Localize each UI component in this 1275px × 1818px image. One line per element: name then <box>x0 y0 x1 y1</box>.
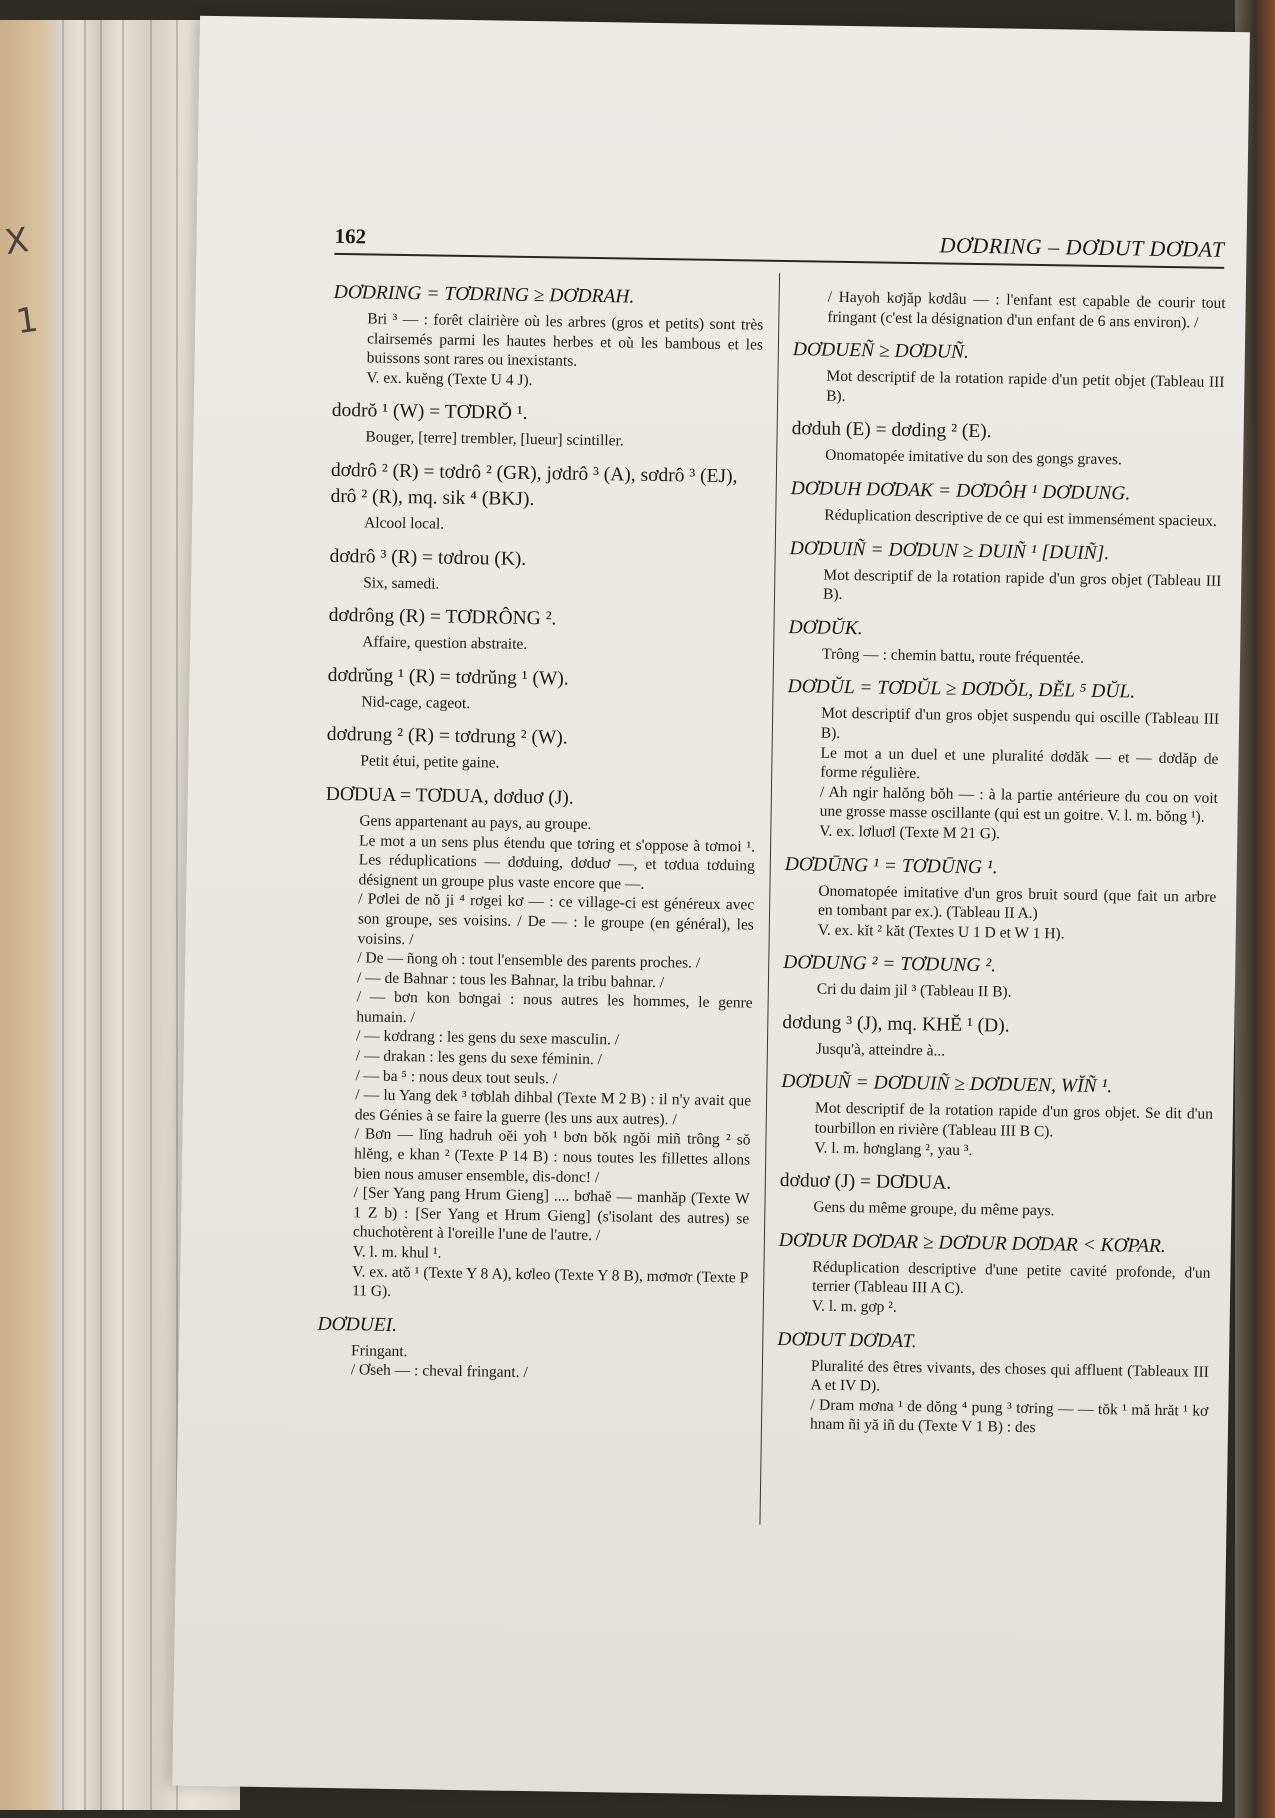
entry-line: Six, samedi. <box>363 573 440 593</box>
entry-line: / [Ser Yang pang Hrum Gieng] .... bơhaĕ — manhăp (Texte W 1 Z b) : [Ser Yang et Hrum Gieng] (s'isolant des autres) se chuchotèrent à l'oreille l'une de l'autre. / <box>352 1184 750 1245</box>
entry-body <box>327 692 757 718</box>
entry-body <box>317 1341 748 1387</box>
entry-headword: dơdrung ² (R) = tơdrung ² (W). <box>326 724 568 749</box>
dictionary-entry <box>331 398 762 453</box>
entry-line: Bri ³ — : forêt clairière où les arbres (gros et petits) sont très clairsemés parmi les hautes herbes et où les bambous et les buissons sont rares ou inexistants. <box>366 310 764 370</box>
entry-headword: DƠDRING = TƠDRING ≥ DƠDRAH. <box>333 281 635 308</box>
entry-line: Petit étui, petite gaine. <box>360 752 500 772</box>
entry-body <box>790 505 1222 531</box>
entry-line: Trông — : chemin battu, route fréquentée. <box>821 645 1085 667</box>
right-column <box>776 287 1226 1452</box>
dictionary-entry <box>782 1010 1215 1065</box>
entry-line: V. l. m. gơp ². <box>811 1297 897 1316</box>
entry-line: Bouger, [terre] trembler, [lueur] scintiller. <box>365 428 624 450</box>
dictionary-page <box>172 16 1250 1802</box>
entry-line: / — de Bahnar : tous les Bahnar, la tribu bahnar. / <box>356 969 665 991</box>
entry-headword: dơdrô ³ (R) = tơdrou (K). <box>329 545 527 570</box>
entry-line: Fringant. <box>350 1342 408 1360</box>
entry-line: / Dram mơna ¹ de dŏng ⁴ pung ³ tơring — — tŏk ¹ mă hrăt ¹ kơ hnam ñi yă iñ du (Texte V 1 B) : des <box>809 1396 1209 1437</box>
dictionary-entry <box>783 950 1216 1005</box>
entry-line: / — drakan : les gens du sexe féminin. / <box>355 1047 603 1069</box>
entry-body <box>785 703 1219 847</box>
entry-headword: dơdrŭng ¹ (R) = tơdrŭng ¹ (W). <box>327 664 569 690</box>
entry-line: V. l. m. hơnglang ², yau ³. <box>814 1139 973 1159</box>
dictionary-entry <box>784 852 1217 947</box>
entry-headword: dơdrông (R) = TƠDRÔNG ². <box>328 605 557 630</box>
page-number: 162 <box>334 223 367 249</box>
entry-line: Mot descriptif de la rotation rapide d'un gros objet. Se dit d'un tourbillon en rivière (Tableau III B C). <box>814 1100 1214 1141</box>
entry-body <box>789 565 1222 611</box>
entry-body <box>778 1257 1211 1323</box>
dictionary-entry <box>779 1168 1212 1223</box>
entry-body <box>780 1098 1213 1164</box>
entry-line: Gens du même groupe, du même pays. <box>813 1198 1055 1220</box>
entry-line: / — bơn kon bơngai : nous autres les hommes, le genre humain. / <box>356 988 753 1027</box>
running-head: DƠDRING – DƠDUT DƠDAT <box>939 232 1225 262</box>
entry-body <box>329 572 759 598</box>
dictionary-entry <box>792 337 1225 412</box>
dictionary-entry <box>326 722 757 777</box>
page-header <box>334 213 1225 269</box>
entry-line: / Ơseh — : cheval fringant. / <box>350 1361 528 1382</box>
entry-headword: DƠDUT DƠDAT. <box>777 1328 917 1352</box>
entry-line: / Bơn — lĭng hadruh oĕi yoh ¹ bơn bŏk ngŏi miñ trông ² sŏ hlĕng, e khan ² (Texte P 14 B) : nous toutes les fillettes allons bien nous amuser ensemble, dis-donc! / <box>353 1125 751 1186</box>
entry-headword: DƠDUA = TƠDUA, dơduơ (J). <box>325 783 574 809</box>
entry-headword: dơduh (E) = dơding ² (E). <box>791 418 992 443</box>
entry-body <box>331 427 761 453</box>
entry-body <box>788 644 1220 670</box>
dictionary-entry <box>791 416 1224 471</box>
entry-headword: DƠDUEI. <box>317 1313 398 1336</box>
entry-body <box>792 366 1225 412</box>
entry-headword: dơdrô ² (R) = tơdrô ² (GR), jơdrô ³ (A), sơdrô ³ (EJ), drô ² (R), mq. sik ⁴ (BKJ). <box>330 459 738 511</box>
dictionary-entry <box>785 674 1220 847</box>
entry-line: / De — ñong oh : tout l'ensemble des parents proches. / <box>357 949 701 972</box>
entry-line: V. l. m. khul ¹. <box>352 1243 442 1262</box>
dictionary-entry <box>317 1312 748 1387</box>
entry-line: V. ex. kuĕng (Texte U 4 J). <box>366 369 533 389</box>
entry-headword: DƠDŬK. <box>788 616 863 639</box>
dictionary-entry <box>332 280 764 394</box>
dictionary-entry <box>789 536 1222 611</box>
entry-headword: DƠDŪNG ¹ = TƠDŪNG ¹. <box>784 853 998 878</box>
entry-body <box>332 309 763 394</box>
entry-body <box>782 1039 1214 1065</box>
entry-line: V. ex. lơluơl (Texte M 21 G). <box>819 822 1001 843</box>
entry-line: / — kơdrang : les gens du sexe masculin. / <box>355 1027 620 1049</box>
dictionary-entry <box>780 1069 1213 1164</box>
entry-line: Pluralité des êtres vivants, des choses qui affluent (Tableaux III A et IV D). <box>810 1357 1210 1395</box>
entry-line: Nid-cage, cageot. <box>361 693 471 712</box>
dictionary-entry <box>328 603 759 658</box>
dictionary-entry <box>330 458 761 539</box>
entry-line: Onomatopée imitative du son des gongs graves. <box>825 447 1122 469</box>
entry-headword: dơdung ³ (J), mq. KHĔ ¹ (D). <box>782 1011 1010 1037</box>
dictionary-entry <box>776 1327 1210 1441</box>
entry-line: Alcool local. <box>363 514 445 533</box>
entry-headword: DƠDŬL = TƠDŬL ≥ DƠDŎL, DĔL ⁵ DŬL. <box>787 676 1136 703</box>
entry-headword: DƠDUÑ = DƠDUIÑ ≥ DƠDUEN, WĬÑ ¹. <box>781 1071 1113 1098</box>
entry-headword: DƠDUR DƠDAR ≥ DƠDUR DƠDAR < KƠPAR. <box>778 1229 1166 1257</box>
entry-line: V. ex. kĭt ² kăt (Textes U 1 D et W 1 H). <box>817 921 1065 943</box>
entry-line: Gens appartenant au pays, au groupe. <box>359 812 592 833</box>
entry-headword: DƠDUNG ² = TƠDUNG ². <box>783 952 997 977</box>
handwritten-mark: X 1 <box>2 220 41 343</box>
dictionary-entry <box>790 476 1223 531</box>
entry-line: Onomatopée imitative d'un gros bruit sourd (que fait un arbre en tombant par ex.). (Tableau II A.) <box>817 882 1217 923</box>
entry-line: Affaire, question abstraite. <box>362 633 528 654</box>
entry-body <box>779 1197 1211 1223</box>
entry-headword: DƠDUIÑ = DƠDUN ≥ DUIÑ ¹ [DUIÑ]. <box>789 537 1110 564</box>
entry-body <box>784 881 1217 947</box>
entry-body <box>328 632 758 658</box>
entry-body <box>318 811 756 1308</box>
entry-line: Jusqu'à, atteindre à... <box>815 1040 946 1060</box>
entry-body <box>326 751 756 777</box>
dictionary-entry <box>793 287 1226 333</box>
entry-headword: DƠDUH DƠDAK = DƠDÔH ¹ DƠDUNG. <box>790 478 1131 505</box>
entry-line: Mot descriptif de la rotation rapide d'un petit objet (Tableau III B). <box>826 367 1225 405</box>
entry-line: / — lu Yang dek ³ tơblah dihbal (Texte M 2 B) : il n'y avait que des Génies à se faire la guerre (les uns aux autres). / <box>354 1086 752 1129</box>
dictionary-entry <box>329 543 760 598</box>
entry-body <box>793 287 1226 333</box>
entry-headword: dodrŏ ¹ (W) = TƠDRŎ ¹. <box>331 400 528 425</box>
entry-line: Le mot a un sens plus étendu que tơring et s'oppose à tơmoi ¹. Les réduplications — dơduing, dơduơ —, et tơdua tơduing désignent un groupe plus vaste encore que —. <box>358 831 756 893</box>
entry-line: Réduplication descriptive d'une petite cavité profonde, d'un terrier (Tableau III A C). <box>812 1258 1211 1298</box>
dictionary-entry <box>778 1228 1211 1323</box>
entry-line: Le mot a un duel et une pluralité dơdăk — et — dơdăp de forme régulière. <box>820 744 1219 783</box>
entry-body <box>330 513 760 539</box>
entry-line: Cri du daim jil ³ (Tableau II B). <box>816 980 1012 1001</box>
entry-line: V. ex. atŏ ¹ (Texte Y 8 A), kơleo (Texte Y 8 B), mơmơr (Texte P 11 G). <box>351 1262 749 1301</box>
left-column <box>316 280 763 1398</box>
entry-line: / Hayoh kơjăp kơdâu — : l'enfant est capable de courir tout fringant (c'est la désignation d'un enfant de 6 ans environ). / <box>827 288 1226 332</box>
entry-line: / Pơlei de nŏ ji ⁴ rơgei kơ — : ce village-ci est généreux avec son groupe, ses voisins. / De — : le groupe (en général), les voisins. / <box>357 890 755 948</box>
dictionary-entry <box>788 615 1221 670</box>
entry-line: Mot descriptif d'un gros objet suspendu qui oscille (Tableau III B). <box>820 704 1220 742</box>
entry-line: Réduplication descriptive de ce qui est immensément spacieux. <box>824 506 1217 530</box>
entry-line: / Ah ngir halŏng bŏh — : à la partie antérieure du cou on voit une grosse masse oscillante (qui est un goitre. V. l. m. bŏng ¹). <box>819 783 1219 826</box>
entry-line: Mot descriptif de la rotation rapide d'un gros objet (Tableau III B). <box>822 566 1222 604</box>
dictionary-entry <box>318 782 756 1308</box>
dictionary-entry <box>327 663 758 718</box>
entry-body <box>791 445 1223 471</box>
entry-headword: DƠDUEÑ ≥ DƠDUÑ. <box>792 339 969 364</box>
entry-body <box>783 979 1215 1005</box>
entry-headword: dơduơ (J) = DƠDUA. <box>779 1170 952 1194</box>
entry-line: / — ba ⁵ : nous deux tout seuls. / <box>355 1066 558 1088</box>
entry-body <box>776 1356 1209 1441</box>
